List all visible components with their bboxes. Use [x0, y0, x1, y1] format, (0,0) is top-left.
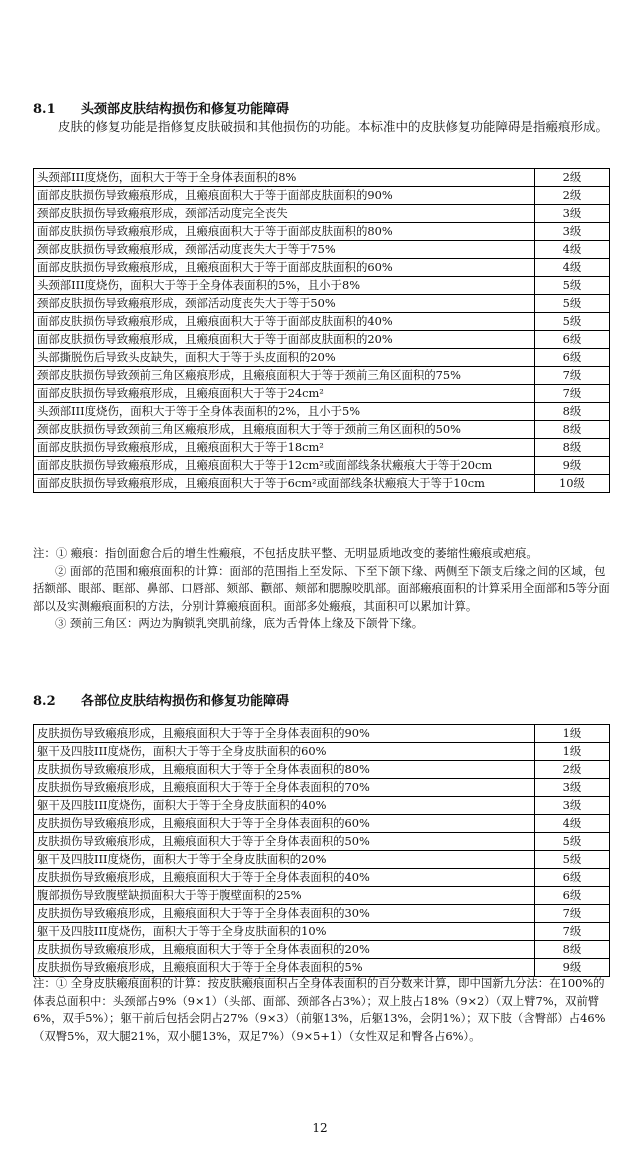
table-row: [34, 887, 610, 905]
grade-cell: 8级: [535, 403, 610, 421]
page-number: 12: [312, 1121, 328, 1135]
criterion-cell: 皮肤损伤导致瘢痕形成，且瘢痕面积大于等于全身体表面积的20%: [34, 941, 535, 959]
section-8-1-notes: [33, 545, 610, 633]
grade-cell: 6级: [535, 331, 610, 349]
table-row: [34, 187, 610, 205]
section-8-1-intro: [33, 117, 609, 137]
criterion-cell: 面部皮肤损伤导致瘢痕形成，且瘢痕面积大于等于面部皮肤面积的60%: [34, 259, 535, 277]
criterion-cell: 躯干及四肢III度烧伤，面积大于等于全身皮肤面积的20%: [34, 851, 535, 869]
table-row: [34, 277, 610, 295]
criterion-cell: 头颈部III度烧伤，面积大于等于全身体表面积的2%，且小于5%: [34, 403, 535, 421]
grade-cell: 6级: [535, 349, 610, 367]
table-row: [34, 385, 610, 403]
criterion-cell: 面部皮肤损伤导致瘢痕形成，且瘢痕面积大于等于面部皮肤面积的80%: [34, 223, 535, 241]
grade-cell: 4级: [535, 259, 610, 277]
grade-cell: 5级: [535, 851, 610, 869]
table-row: [34, 797, 610, 815]
note-paragraph: 注：① 瘢痕：指创面愈合后的增生性瘢痕，不包括皮肤平整、无明显质地改变的萎缩性瘢痕或疤痕。: [33, 546, 538, 560]
intro-text: 皮肤的修复功能是指修复皮肤破损和其他损伤的功能。本标准中的皮肤修复功能障碍是指瘢痕形成。: [58, 119, 609, 134]
section-number: 8.2: [33, 694, 56, 709]
table-row: [34, 779, 610, 797]
section-8-2-notes: [33, 975, 610, 1045]
grade-cell: 9级: [535, 457, 610, 475]
grade-cell: 8级: [535, 941, 610, 959]
section-8-1-heading: [33, 98, 289, 117]
criterion-cell: 颈部皮肤损伤导致颈前三角区瘢痕形成，且瘢痕面积大于等于颈前三角区面积的50%: [34, 421, 535, 439]
section-number: 8.1: [33, 102, 56, 117]
grade-cell: 4级: [535, 815, 610, 833]
criterion-cell: 颈部皮肤损伤导致颈前三角区瘢痕形成，且瘢痕面积大于等于颈前三角区面积的75%: [34, 367, 535, 385]
table-row: [34, 851, 610, 869]
grade-cell: 1级: [535, 725, 610, 743]
criterion-cell: 面部皮肤损伤导致瘢痕形成，且瘢痕面积大于等于12cm²或面部线条状瘢痕大于等于20cm: [34, 457, 535, 475]
criterion-cell: 头颈部III度烧伤，面积大于等于全身体表面积的5%，且小于8%: [34, 277, 535, 295]
table-row: [34, 241, 610, 259]
table-row: [34, 941, 610, 959]
table-row: [34, 833, 610, 851]
grade-cell: 7级: [535, 923, 610, 941]
grade-cell: 7级: [535, 367, 610, 385]
grade-cell: 6级: [535, 887, 610, 905]
table-row: [34, 815, 610, 833]
table-row: [34, 761, 610, 779]
criterion-cell: 颈部皮肤损伤导致瘢痕形成，颈部活动度丧失大于等于75%: [34, 241, 535, 259]
table-row: [34, 869, 610, 887]
criterion-cell: 躯干及四肢III度烧伤，面积大于等于全身皮肤面积的10%: [34, 923, 535, 941]
grade-cell: 5级: [535, 295, 610, 313]
note-paragraph: ③ 颈前三角区：两边为胸锁乳突肌前缘，底为舌骨体上缘及下颌骨下缘。: [55, 616, 424, 630]
table-row: [34, 439, 610, 457]
grade-cell: 8级: [535, 421, 610, 439]
section-title: 各部位皮肤结构损伤和修复功能障碍: [81, 694, 290, 709]
grade-cell: 3级: [535, 797, 610, 815]
section-8-2-heading: [33, 690, 289, 709]
criterion-cell: 面部皮肤损伤导致瘢痕形成，且瘢痕面积大于等于18cm²: [34, 439, 535, 457]
grade-cell: 3级: [535, 205, 610, 223]
section-title: 头颈部皮肤结构损伤和修复功能障碍: [81, 102, 290, 117]
grade-cell: 9级: [535, 959, 610, 977]
grade-cell: 5级: [535, 833, 610, 851]
table-row: [34, 743, 610, 761]
note-paragraph: 注：① 全身皮肤瘢痕面积的计算：按皮肤瘢痕面积占全身体表面积的百分数来计算，即中国新九分法：在100%的体表总面积中：头颈部占9%（9×1）（头部、面部、颈部各占3%）；双上肢占18%（9×2）（双上臂7%，双前臂6%，双手5%）；躯干前后包括会阴占27%（9×3）（前躯13%，后躯13%，会阴1%）；双下肢（含臀部）占46%（双臀5%，双大腿21%，双小腿13%，双足7%）（9×5+1）（女性双足和臀各占6%）。: [33, 976, 606, 1043]
table-row: [34, 349, 610, 367]
table-row: [34, 923, 610, 941]
table-row: [34, 295, 610, 313]
grade-cell: 5级: [535, 277, 610, 295]
table-row: [34, 725, 610, 743]
table-row: [34, 331, 610, 349]
criterion-cell: 面部皮肤损伤导致瘢痕形成，且瘢痕面积大于等于面部皮肤面积的40%: [34, 313, 535, 331]
table-row: [34, 313, 610, 331]
grade-cell: 10级: [535, 475, 610, 493]
criterion-cell: 头部撕脱伤后导致头皮缺失，面积大于等于头皮面积的20%: [34, 349, 535, 367]
table-row: [34, 169, 610, 187]
grade-cell: 5级: [535, 313, 610, 331]
grade-cell: 3级: [535, 223, 610, 241]
grade-cell: 1级: [535, 743, 610, 761]
grade-cell: 8级: [535, 439, 610, 457]
grade-cell: 7级: [535, 905, 610, 923]
grade-cell: 2级: [535, 187, 610, 205]
criterion-cell: 皮肤损伤导致瘢痕形成，且瘢痕面积大于等于全身体表面积的80%: [34, 761, 535, 779]
note-paragraph: ② 面部的范围和瘢痕面积的计算：面部的范围指上至发际、下至下颌下缘、两侧至下颌支后缘之间的区域，包括额部、眼部、眶部、鼻部、口唇部、颏部、颧部、颊部和腮腺咬肌部。面部瘢痕面积的计算采用全面部和5等分面部以及实测瘢痕面积的方法，分别计算瘢痕面积。面部多处瘢痕，其面积可以累加计算。: [33, 563, 610, 613]
table-row: [34, 205, 610, 223]
criterion-cell: 颈部皮肤损伤导致瘢痕形成，颈部活动度完全丧失: [34, 205, 535, 223]
table-row: [34, 403, 610, 421]
grade-table-head-neck: [33, 168, 610, 493]
criterion-cell: 皮肤损伤导致瘢痕形成，且瘢痕面积大于等于全身体表面积的40%: [34, 869, 535, 887]
criterion-cell: 颈部皮肤损伤导致瘢痕形成，颈部活动度丧失大于等于50%: [34, 295, 535, 313]
grade-cell: 2级: [535, 169, 610, 187]
criterion-cell: 皮肤损伤导致瘢痕形成，且瘢痕面积大于等于全身体表面积的90%: [34, 725, 535, 743]
criterion-cell: 面部皮肤损伤导致瘢痕形成，且瘢痕面积大于等于面部皮肤面积的20%: [34, 331, 535, 349]
table-row: [34, 259, 610, 277]
grade-cell: 6级: [535, 869, 610, 887]
grade-cell: 3级: [535, 779, 610, 797]
table-row: [34, 475, 610, 493]
table-row: [34, 959, 610, 977]
table-row: [34, 223, 610, 241]
criterion-cell: 头颈部III度烧伤，面积大于等于全身体表面积的8%: [34, 169, 535, 187]
grade-table-body-parts: [33, 724, 610, 977]
grade-cell: 7级: [535, 385, 610, 403]
table-row: [34, 421, 610, 439]
grade-cell: 2级: [535, 761, 610, 779]
table-row: [34, 367, 610, 385]
criterion-cell: 皮肤损伤导致瘢痕形成，且瘢痕面积大于等于全身体表面积的5%: [34, 959, 535, 977]
criterion-cell: 皮肤损伤导致瘢痕形成，且瘢痕面积大于等于全身体表面积的30%: [34, 905, 535, 923]
criterion-cell: 躯干及四肢III度烧伤，面积大于等于全身皮肤面积的40%: [34, 797, 535, 815]
grade-cell: 4级: [535, 241, 610, 259]
criterion-cell: 面部皮肤损伤导致瘢痕形成，且瘢痕面积大于等于24cm²: [34, 385, 535, 403]
criterion-cell: 皮肤损伤导致瘢痕形成，且瘢痕面积大于等于全身体表面积的70%: [34, 779, 535, 797]
criterion-cell: 躯干及四肢III度烧伤，面积大于等于全身皮肤面积的60%: [34, 743, 535, 761]
criterion-cell: 腹部损伤导致腹壁缺损面积大于等于腹壁面积的25%: [34, 887, 535, 905]
table-row: [34, 457, 610, 475]
table-row: [34, 905, 610, 923]
criterion-cell: 皮肤损伤导致瘢痕形成，且瘢痕面积大于等于全身体表面积的60%: [34, 815, 535, 833]
criterion-cell: 面部皮肤损伤导致瘢痕形成，且瘢痕面积大于等于6cm²或面部线条状瘢痕大于等于10cm: [34, 475, 535, 493]
criterion-cell: 面部皮肤损伤导致瘢痕形成，且瘢痕面积大于等于面部皮肤面积的90%: [34, 187, 535, 205]
criterion-cell: 皮肤损伤导致瘢痕形成，且瘢痕面积大于等于全身体表面积的50%: [34, 833, 535, 851]
